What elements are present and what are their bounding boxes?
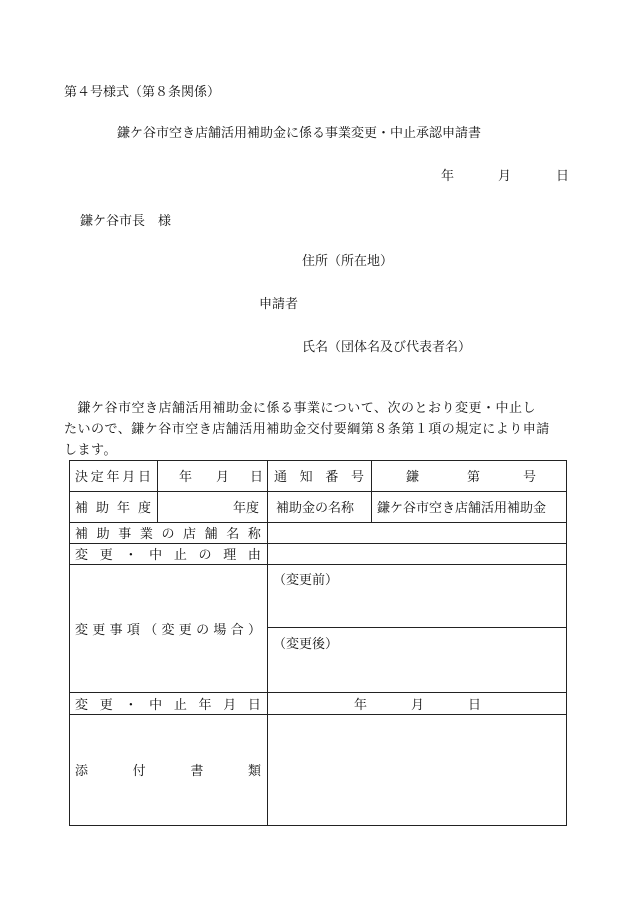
before-input[interactable] — [268, 588, 566, 626]
address-label: 住所（所在地） — [302, 254, 394, 269]
attachments-input[interactable] — [268, 715, 566, 825]
notice-go[interactable]: 号 — [523, 470, 537, 485]
body-line: します。 — [64, 443, 117, 458]
name-label: 氏名（団体名及び代表者名） — [302, 340, 472, 355]
body-paragraph — [64, 398, 572, 461]
subsidy-year-value[interactable]: 年度 — [233, 501, 260, 516]
date-day: 日 — [556, 169, 570, 184]
change-date-label: 変 更 ・ 中 止 年 月 日 — [75, 697, 261, 713]
applicant-label: 申請者 — [259, 297, 299, 312]
notice-dai[interactable]: 第 — [467, 470, 481, 485]
decision-year[interactable]: 年 — [179, 470, 193, 485]
decision-date-label: 決 定 年 月 日 — [75, 470, 151, 485]
after-input[interactable] — [268, 652, 566, 691]
date-year: 年 — [441, 169, 455, 184]
reason-input[interactable] — [268, 544, 566, 564]
subsidy-year-label: 補 助 年 度 — [75, 501, 151, 516]
reason-label: 変 更 ・ 中 止 の 理 由 — [75, 548, 261, 563]
store-name-label: 補 助 事 業 の 店 舗 名 称 — [75, 527, 261, 542]
subsidy-name-value: 鎌ケ谷市空き店舗活用補助金 — [377, 501, 547, 516]
decision-month[interactable]: 月 — [216, 470, 230, 485]
change-items-label: 変 更 事 項 （ 変 更 の 場 合 ） — [75, 622, 261, 638]
notice-number-label: 通 知 番 号 — [274, 470, 364, 485]
before-label: （変更前） — [273, 573, 339, 588]
change-day[interactable]: 日 — [468, 697, 482, 713]
store-name-input[interactable] — [268, 523, 566, 543]
change-year[interactable]: 年 — [354, 697, 368, 713]
change-month[interactable]: 月 — [411, 697, 425, 713]
body-line: 鎌ケ谷市空き店舗活用補助金に係る事業について、次のとおり変更・中止し — [64, 401, 536, 416]
document-title: 鎌ケ谷市空き店舗活用補助金に係る事業変更・中止承認申請書 — [117, 126, 482, 141]
form-number: 第４号様式（第８条関係） — [64, 85, 221, 100]
after-label: （変更後） — [273, 637, 339, 652]
decision-day[interactable]: 日 — [250, 470, 264, 485]
attachments-label: 添 付 書 類 — [75, 764, 261, 779]
subsidy-name-label: 補助金の名称 — [276, 501, 355, 516]
notice-kama[interactable]: 鎌 — [406, 470, 420, 485]
date-month: 月 — [498, 169, 512, 184]
body-line: たいので、鎌ケ谷市空き店舗活用補助金交付要綱第８条第１項の規定により申請 — [64, 422, 550, 437]
addressee: 鎌ケ谷市長 様 — [80, 214, 172, 229]
